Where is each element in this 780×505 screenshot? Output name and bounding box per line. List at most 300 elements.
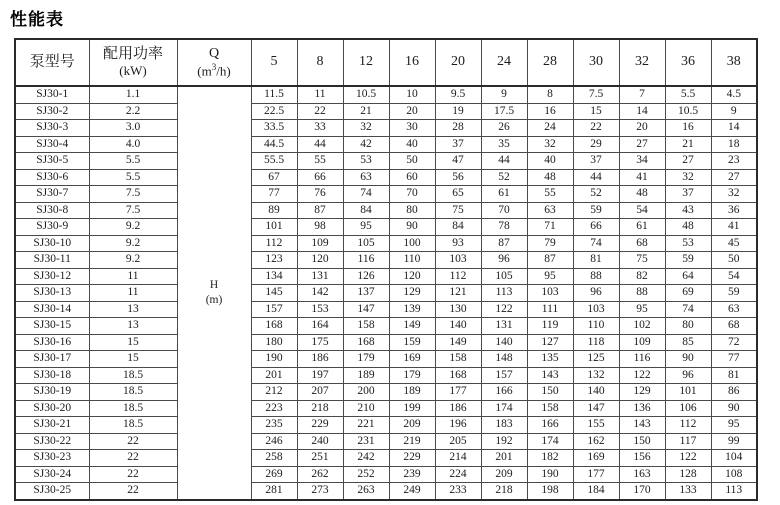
head-value-cell: 129	[389, 285, 435, 302]
head-value-cell: 18	[711, 136, 757, 153]
table-row	[15, 433, 757, 450]
head-value-cell: 76	[297, 186, 343, 203]
power-cell: 7.5	[89, 202, 177, 219]
head-value-cell: 190	[527, 466, 573, 483]
head-value-cell: 96	[481, 252, 527, 269]
model-cell: SJ30-17	[15, 351, 89, 368]
head-value-cell: 239	[389, 466, 435, 483]
head-value-cell: 69	[665, 285, 711, 302]
model-cell: SJ30-4	[15, 136, 89, 153]
head-value-cell: 102	[619, 318, 665, 335]
head-value-cell: 7.5	[573, 86, 619, 103]
head-value-cell: 11	[297, 86, 343, 103]
model-cell: SJ30-1	[15, 86, 89, 103]
head-value-cell: 126	[343, 268, 389, 285]
head-value-cell: 27	[619, 136, 665, 153]
table-row	[15, 136, 757, 153]
head-value-cell: 44	[481, 153, 527, 170]
head-value-cell: 45	[711, 235, 757, 252]
model-cell: SJ30-22	[15, 433, 89, 450]
head-value-cell: 140	[481, 334, 527, 351]
table-row	[15, 235, 757, 252]
head-value-cell: 48	[665, 219, 711, 236]
head-value-cell: 117	[665, 433, 711, 450]
head-value-cell: 242	[343, 450, 389, 467]
column-header-model: 泵型号	[15, 39, 89, 86]
head-value-cell: 252	[343, 466, 389, 483]
head-value-cell: 229	[297, 417, 343, 434]
head-value-cell: 129	[619, 384, 665, 401]
head-value-cell: 121	[435, 285, 481, 302]
head-value-cell: 59	[665, 252, 711, 269]
head-value-cell: 231	[343, 433, 389, 450]
column-header-flow-value: 20	[435, 39, 481, 86]
head-value-cell: 50	[389, 153, 435, 170]
head-value-cell: 37	[573, 153, 619, 170]
flow-header-symbol: Q	[208, 45, 220, 61]
head-value-cell: 78	[481, 219, 527, 236]
head-value-cell: 201	[251, 367, 297, 384]
head-value-cell: 59	[711, 285, 757, 302]
head-value-cell: 169	[389, 351, 435, 368]
head-value-cell: 68	[711, 318, 757, 335]
head-value-cell: 166	[481, 384, 527, 401]
head-unit-cell	[177, 86, 251, 500]
head-value-cell: 64	[665, 268, 711, 285]
head-value-cell: 269	[251, 466, 297, 483]
head-value-cell: 130	[435, 301, 481, 318]
head-value-cell: 135	[527, 351, 573, 368]
head-value-cell: 184	[573, 483, 619, 500]
power-cell: 18.5	[89, 367, 177, 384]
column-header-flow-value: 38	[711, 39, 757, 86]
head-value-cell: 66	[297, 169, 343, 186]
power-cell: 5.5	[89, 169, 177, 186]
head-value-cell: 147	[573, 400, 619, 417]
head-value-cell: 159	[389, 334, 435, 351]
head-value-cell: 10.5	[665, 103, 711, 120]
head-value-cell: 77	[711, 351, 757, 368]
model-cell: SJ30-8	[15, 202, 89, 219]
head-value-cell: 131	[481, 318, 527, 335]
head-value-cell: 170	[619, 483, 665, 500]
head-value-cell: 209	[389, 417, 435, 434]
head-value-cell: 164	[297, 318, 343, 335]
head-value-cell: 99	[711, 433, 757, 450]
head-value-cell: 85	[665, 334, 711, 351]
table-row	[15, 252, 757, 269]
head-value-cell: 113	[481, 285, 527, 302]
head-value-cell: 75	[435, 202, 481, 219]
head-value-cell: 37	[665, 186, 711, 203]
table-row	[15, 318, 757, 335]
head-value-cell: 157	[251, 301, 297, 318]
head-value-cell: 142	[297, 285, 343, 302]
head-value-cell: 122	[619, 367, 665, 384]
head-value-cell: 240	[297, 433, 343, 450]
head-value-cell: 53	[665, 235, 711, 252]
head-value-cell: 198	[527, 483, 573, 500]
head-value-cell: 28	[435, 120, 481, 137]
head-value-cell: 235	[251, 417, 297, 434]
head-value-cell: 44.5	[251, 136, 297, 153]
table-row	[15, 301, 757, 318]
head-value-cell: 52	[573, 186, 619, 203]
head-value-cell: 9	[481, 86, 527, 103]
column-header-flow-value: 8	[297, 39, 343, 86]
head-value-cell: 90	[389, 219, 435, 236]
head-value-cell: 32	[527, 136, 573, 153]
head-value-cell: 5.5	[665, 86, 711, 103]
head-value-cell: 81	[711, 367, 757, 384]
head-value-cell: 84	[343, 202, 389, 219]
head-value-cell: 52	[481, 169, 527, 186]
head-value-cell: 218	[481, 483, 527, 500]
head-value-cell: 108	[711, 466, 757, 483]
power-cell: 9.2	[89, 252, 177, 269]
head-value-cell: 223	[251, 400, 297, 417]
head-value-cell: 14	[711, 120, 757, 137]
head-value-cell: 65	[435, 186, 481, 203]
head-unit: (m)	[205, 293, 223, 306]
table-row	[15, 219, 757, 236]
head-value-cell: 74	[573, 235, 619, 252]
column-header-flow-value: 12	[343, 39, 389, 86]
table-row	[15, 120, 757, 137]
head-value-cell: 158	[527, 400, 573, 417]
model-cell: SJ30-25	[15, 483, 89, 500]
table-row	[15, 86, 757, 103]
head-value-cell: 16	[527, 103, 573, 120]
head-value-cell: 63	[343, 169, 389, 186]
model-cell: SJ30-12	[15, 268, 89, 285]
head-value-cell: 75	[619, 252, 665, 269]
head-value-cell: 24	[527, 120, 573, 137]
head-value-cell: 189	[343, 367, 389, 384]
head-value-cell: 183	[481, 417, 527, 434]
column-header-flow-value: 24	[481, 39, 527, 86]
head-value-cell: 229	[389, 450, 435, 467]
head-value-cell: 8	[527, 86, 573, 103]
head-value-cell: 120	[389, 268, 435, 285]
head-value-cell: 112	[435, 268, 481, 285]
performance-table	[14, 38, 758, 501]
column-header-flow-value: 28	[527, 39, 573, 86]
head-value-cell: 14	[619, 103, 665, 120]
head-value-cell: 95	[619, 301, 665, 318]
head-value-cell: 134	[251, 268, 297, 285]
head-value-cell: 7	[619, 86, 665, 103]
head-value-cell: 21	[343, 103, 389, 120]
power-cell: 4.0	[89, 136, 177, 153]
head-value-cell: 140	[573, 384, 619, 401]
head-value-cell: 109	[619, 334, 665, 351]
model-cell: SJ30-11	[15, 252, 89, 269]
head-value-cell: 96	[573, 285, 619, 302]
head-value-cell: 205	[435, 433, 481, 450]
power-cell: 11	[89, 268, 177, 285]
head-value-cell: 42	[343, 136, 389, 153]
head-value-cell: 207	[297, 384, 343, 401]
model-cell: SJ30-10	[15, 235, 89, 252]
head-value-cell: 87	[481, 235, 527, 252]
head-value-cell: 196	[435, 417, 481, 434]
head-value-cell: 125	[573, 351, 619, 368]
table-body	[15, 86, 757, 500]
head-value-cell: 111	[527, 301, 573, 318]
table-row	[15, 417, 757, 434]
head-value-cell: 113	[711, 483, 757, 500]
column-header-flow-value: 30	[573, 39, 619, 86]
model-cell: SJ30-15	[15, 318, 89, 335]
head-value-cell: 81	[573, 252, 619, 269]
head-value-cell: 15	[573, 103, 619, 120]
head-value-cell: 72	[711, 334, 757, 351]
head-value-cell: 219	[389, 433, 435, 450]
head-value-cell: 54	[711, 268, 757, 285]
head-value-cell: 103	[435, 252, 481, 269]
column-header-flow	[177, 39, 251, 86]
head-value-cell: 33.5	[251, 120, 297, 137]
head-value-cell: 148	[481, 351, 527, 368]
head-value-cell: 63	[711, 301, 757, 318]
head-value-cell: 20	[389, 103, 435, 120]
power-cell: 11	[89, 285, 177, 302]
head-value-cell: 246	[251, 433, 297, 450]
head-value-cell: 210	[343, 400, 389, 417]
head-value-cell: 131	[297, 268, 343, 285]
head-value-cell: 182	[527, 450, 573, 467]
model-cell: SJ30-6	[15, 169, 89, 186]
head-value-cell: 192	[481, 433, 527, 450]
head-value-cell: 273	[297, 483, 343, 500]
head-value-cell: 190	[251, 351, 297, 368]
table-row	[15, 483, 757, 500]
head-value-cell: 143	[527, 367, 573, 384]
head-value-cell: 66	[573, 219, 619, 236]
table-row	[15, 466, 757, 483]
head-value-cell: 10.5	[343, 86, 389, 103]
head-value-cell: 98	[297, 219, 343, 236]
power-cell: 9.2	[89, 235, 177, 252]
head-value-cell: 9	[711, 103, 757, 120]
head-value-cell: 88	[619, 285, 665, 302]
head-value-cell: 48	[527, 169, 573, 186]
table-row	[15, 367, 757, 384]
head-value-cell: 116	[343, 252, 389, 269]
head-value-cell: 74	[665, 301, 711, 318]
head-value-cell: 149	[435, 334, 481, 351]
head-value-cell: 17.5	[481, 103, 527, 120]
head-value-cell: 11.5	[251, 86, 297, 103]
head-value-cell: 149	[389, 318, 435, 335]
head-value-cell: 200	[343, 384, 389, 401]
head-value-cell: 199	[389, 400, 435, 417]
head-value-cell: 71	[527, 219, 573, 236]
table-row	[15, 334, 757, 351]
head-value-cell: 82	[619, 268, 665, 285]
head-value-cell: 147	[343, 301, 389, 318]
table-row	[15, 400, 757, 417]
head-value-cell: 19	[435, 103, 481, 120]
head-value-cell: 258	[251, 450, 297, 467]
power-cell: 3.0	[89, 120, 177, 137]
head-value-cell: 84	[435, 219, 481, 236]
head-value-cell: 166	[527, 417, 573, 434]
table-row	[15, 450, 757, 467]
head-value-cell: 103	[527, 285, 573, 302]
column-header-flow-value: 36	[665, 39, 711, 86]
power-cell: 2.2	[89, 103, 177, 120]
power-cell: 22	[89, 450, 177, 467]
head-value-cell: 155	[573, 417, 619, 434]
model-cell: SJ30-13	[15, 285, 89, 302]
head-value-cell: 22	[573, 120, 619, 137]
head-value-cell: 95	[711, 417, 757, 434]
head-value-cell: 95	[343, 219, 389, 236]
head-value-cell: 169	[573, 450, 619, 467]
head-value-cell: 90	[711, 400, 757, 417]
column-header-flow-value: 32	[619, 39, 665, 86]
head-value-cell: 105	[343, 235, 389, 252]
head-value-cell: 63	[527, 202, 573, 219]
head-value-cell: 263	[343, 483, 389, 500]
head-value-cell: 214	[435, 450, 481, 467]
column-header-flow-value: 5	[251, 39, 297, 86]
head-value-cell: 221	[343, 417, 389, 434]
head-value-cell: 158	[343, 318, 389, 335]
head-value-cell: 163	[619, 466, 665, 483]
head-value-cell: 112	[665, 417, 711, 434]
head-value-cell: 212	[251, 384, 297, 401]
head-value-cell: 87	[297, 202, 343, 219]
head-value-cell: 61	[481, 186, 527, 203]
head-value-cell: 127	[527, 334, 573, 351]
head-value-cell: 122	[665, 450, 711, 467]
head-value-cell: 54	[619, 202, 665, 219]
head-value-cell: 86	[711, 384, 757, 401]
power-cell: 18.5	[89, 384, 177, 401]
head-value-cell: 88	[573, 268, 619, 285]
head-value-cell: 67	[251, 169, 297, 186]
head-value-cell: 168	[343, 334, 389, 351]
head-value-cell: 168	[435, 367, 481, 384]
head-value-cell: 10	[389, 86, 435, 103]
head-value-cell: 79	[527, 235, 573, 252]
head-value-cell: 26	[481, 120, 527, 137]
head-value-cell: 218	[297, 400, 343, 417]
table-row	[15, 268, 757, 285]
model-cell: SJ30-23	[15, 450, 89, 467]
head-value-cell: 180	[251, 334, 297, 351]
head-value-cell: 48	[619, 186, 665, 203]
power-cell: 7.5	[89, 186, 177, 203]
model-cell: SJ30-3	[15, 120, 89, 137]
model-cell: SJ30-19	[15, 384, 89, 401]
power-cell: 15	[89, 351, 177, 368]
head-value-cell: 29	[573, 136, 619, 153]
head-value-cell: 16	[665, 120, 711, 137]
table-row	[15, 186, 757, 203]
power-cell: 5.5	[89, 153, 177, 170]
head-value-cell: 262	[297, 466, 343, 483]
head-value-cell: 9.5	[435, 86, 481, 103]
head-value-cell: 143	[619, 417, 665, 434]
power-cell: 22	[89, 483, 177, 500]
head-value-cell: 132	[573, 367, 619, 384]
head-value-cell: 145	[251, 285, 297, 302]
header-row	[15, 39, 757, 86]
head-value-cell: 70	[481, 202, 527, 219]
power-cell: 15	[89, 334, 177, 351]
head-value-cell: 156	[619, 450, 665, 467]
head-value-cell: 95	[527, 268, 573, 285]
column-header-flow-value: 16	[389, 39, 435, 86]
head-value-cell: 136	[619, 400, 665, 417]
model-cell: SJ30-16	[15, 334, 89, 351]
head-value-cell: 150	[619, 433, 665, 450]
model-cell: SJ30-9	[15, 219, 89, 236]
head-value-cell: 40	[527, 153, 573, 170]
head-value-cell: 110	[389, 252, 435, 269]
head-value-cell: 4.5	[711, 86, 757, 103]
head-value-cell: 80	[665, 318, 711, 335]
model-cell: SJ30-7	[15, 186, 89, 203]
head-value-cell: 174	[527, 433, 573, 450]
head-value-cell: 35	[481, 136, 527, 153]
head-value-cell: 90	[665, 351, 711, 368]
head-value-cell: 157	[481, 367, 527, 384]
power-header-label: 配用功率	[102, 46, 163, 63]
head-value-cell: 41	[711, 219, 757, 236]
head-value-cell: 34	[619, 153, 665, 170]
head-value-cell: 177	[573, 466, 619, 483]
head-value-cell: 103	[573, 301, 619, 318]
head-value-cell: 105	[481, 268, 527, 285]
head-value-cell: 109	[297, 235, 343, 252]
power-cell: 22	[89, 433, 177, 450]
head-value-cell: 104	[711, 450, 757, 467]
head-value-cell: 133	[665, 483, 711, 500]
head-value-cell: 101	[251, 219, 297, 236]
power-header-unit: (kW)	[119, 62, 147, 78]
head-value-cell: 60	[389, 169, 435, 186]
head-value-cell: 251	[297, 450, 343, 467]
head-value-cell: 50	[711, 252, 757, 269]
power-cell: 9.2	[89, 219, 177, 236]
head-value-cell: 140	[435, 318, 481, 335]
head-value-cell: 53	[343, 153, 389, 170]
model-cell: SJ30-14	[15, 301, 89, 318]
head-value-cell: 189	[389, 384, 435, 401]
head-value-cell: 150	[527, 384, 573, 401]
head-value-cell: 119	[527, 318, 573, 335]
head-value-cell: 175	[297, 334, 343, 351]
head-value-cell: 21	[665, 136, 711, 153]
table-row	[15, 169, 757, 186]
model-cell: SJ30-5	[15, 153, 89, 170]
head-value-cell: 41	[619, 169, 665, 186]
head-value-cell: 116	[619, 351, 665, 368]
head-value-cell: 177	[435, 384, 481, 401]
head-value-cell: 106	[665, 400, 711, 417]
model-cell: SJ30-21	[15, 417, 89, 434]
model-cell: SJ30-2	[15, 103, 89, 120]
model-cell: SJ30-20	[15, 400, 89, 417]
head-symbol: H	[209, 278, 219, 291]
head-value-cell: 168	[251, 318, 297, 335]
head-value-cell: 123	[251, 252, 297, 269]
